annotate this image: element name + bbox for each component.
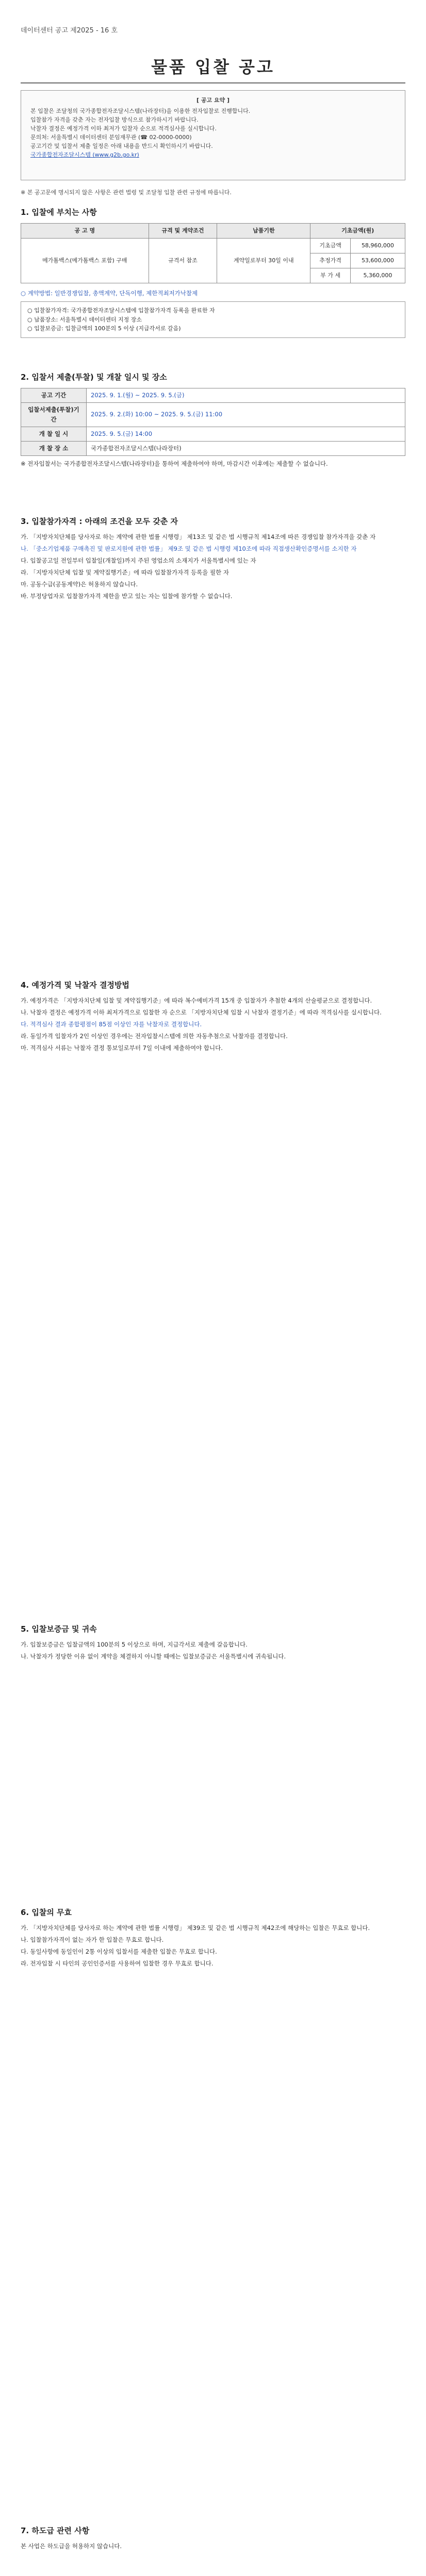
award-item: 가. 예정가격은 「지방자치단체 입찰 및 계약집행기준」에 따라 복수예비가격 15개 중 입찰자가 추첨한 4개의 산술평균으로 결정합니다. bbox=[21, 996, 372, 1004]
invalid-item: 라. 전자입찰 시 타인의 공인인증서를 사용하여 입찰한 경우 무효로 합니다. bbox=[21, 1959, 214, 1967]
section-qualifications bbox=[21, 515, 405, 603]
contract-method: ○ 계약방법: 일반경쟁입찰, 총액계약, 단독이행, 제한적최저가낙찰제 bbox=[21, 290, 198, 297]
summary-heading: [ 공고 요약 ] bbox=[196, 97, 230, 104]
section-heading: 3. 입찰참가자격 : 아래의 조건을 모두 갖춘 자 bbox=[21, 517, 178, 526]
schedule-key: 개 찰 일 시 bbox=[21, 427, 87, 441]
section-heading: 6. 입찰의 무효 bbox=[21, 1908, 72, 1917]
invalid-item: 나. 입찰참가자격이 없는 자가 한 입찰은 무효로 합니다. bbox=[21, 1936, 164, 1943]
qualification-item: 마. 공동수급(공동계약)은 허용하지 않습니다. bbox=[21, 580, 138, 588]
section-schedule bbox=[21, 371, 405, 471]
amount-label: 추정가격 bbox=[310, 253, 351, 268]
schedule-value: 국가종합전자조달시스템(나라장터) bbox=[87, 441, 405, 455]
deposit-item: 나. 낙찰자가 정당한 이유 없이 계약을 체결하지 아니할 때에는 입찰보증금은 서울특별시에 귀속됩니다. bbox=[21, 1652, 286, 1660]
table-header: 기초금액(원) bbox=[310, 223, 405, 238]
amount-label: 부 가 세 bbox=[310, 268, 351, 283]
section-heading: 7. 하도급 관련 사항 bbox=[21, 2526, 90, 2535]
award-item: 다. 적격심사 결과 종합평점이 85점 이상인 자를 낙찰자로 결정합니다. bbox=[21, 1020, 202, 1028]
schedule-note: ※ 전자입찰서는 국가종합전자조달시스템(나라장터)을 통하여 제출하여야 하며, 마감시간 이후에는 제출할 수 없습니다. bbox=[21, 460, 328, 467]
schedule-key: 입찰서제출(투찰)기간 bbox=[21, 402, 87, 427]
section-invalid-bids bbox=[21, 1906, 405, 1971]
summary-line: 입찰참가 자격을 갖춘 자는 전자입찰 방식으로 참가하시기 바랍니다. bbox=[30, 116, 199, 124]
page-title: 물품 입찰 공고 bbox=[151, 57, 275, 77]
qualification-item: 다. 입찰공고일 전일부터 입찰일(개찰일)까지 주된 영업소의 소재지가 서울특별시에 있는 자 bbox=[21, 556, 256, 564]
section-heading: 5. 입찰보증금 및 귀속 bbox=[21, 1624, 97, 1634]
deposit-item: 가. 입찰보증금은 입찰금액의 100분의 5 이상으로 하며, 지급각서로 제출에 갈음합니다. bbox=[21, 1640, 248, 1648]
title-divider bbox=[21, 82, 405, 83]
table-header: 납품기한 bbox=[217, 223, 310, 238]
amount-label: 기초금액 bbox=[310, 238, 351, 253]
schedule-table bbox=[21, 388, 405, 456]
summary-line: 공고기간 및 입찰서 제출 일정은 아래 내용을 반드시 확인하시기 바랍니다. bbox=[30, 143, 213, 150]
section-award-method bbox=[21, 979, 405, 1055]
item-name: 메가톰백스(메가톰백스 포함) 구매 bbox=[21, 238, 149, 283]
award-item: 라. 동일가격 입찰자가 2인 이상인 경우에는 전자입찰시스템에 의한 자동추첨으로 낙찰자를 결정합니다. bbox=[21, 1032, 288, 1040]
invalid-item: 가. 「지방자치단체를 당사자로 하는 계약에 관한 법률 시행령」 제39조 및 같은 법 시행규칙 제42조에 해당하는 입찰은 무효로 합니다. bbox=[21, 1924, 370, 1931]
qualification-item: 라. 「지방자치단체 입찰 및 계약집행기준」에 따라 입찰참가자격 등록을 필한 자 bbox=[21, 568, 229, 576]
subcontract-text: 본 사업은 하도급을 허용하지 않습니다. bbox=[21, 2542, 122, 2550]
table-header: 공 고 명 bbox=[21, 223, 149, 238]
section-heading: 2. 입찰서 제출(투찰) 및 개찰 일시 및 장소 bbox=[21, 372, 167, 382]
bid-items-table bbox=[21, 223, 405, 284]
section-deposit bbox=[21, 1623, 405, 1664]
section-heading: 4. 예정가격 및 낙찰자 결정방법 bbox=[21, 980, 129, 990]
amount-value: 58,960,000 bbox=[350, 238, 405, 253]
summary-box bbox=[21, 90, 405, 180]
preface-note: ※ 본 공고문에 명시되지 않은 사항은 관련 법령 및 조달청 입찰 관련 규정에 따릅니다. bbox=[21, 189, 232, 196]
award-item: 마. 적격심사 서류는 낙찰자 결정 통보일로부터 7일 이내에 제출하여야 합니다. bbox=[21, 1044, 223, 1052]
document-number: 데이터센터 공고 제2025 - 16 호 bbox=[21, 27, 118, 35]
qualification-item: 가. 「지방자치단체를 당사자로 하는 계약에 관한 법률 시행령」 제13조 및 같은 법 시행규칙 제14조에 따른 경쟁입찰 참가자격을 갖춘 자 bbox=[21, 533, 376, 540]
item-spec: 규격서 참조 bbox=[149, 238, 217, 283]
note-line: ○ 입찰보증금: 입찰금액의 100분의 5 이상 (지급각서로 갈음) bbox=[27, 325, 181, 332]
schedule-key: 개 찰 장 소 bbox=[21, 441, 87, 455]
item-deadline: 계약일로부터 30일 이내 bbox=[217, 238, 310, 283]
note-line: ○ 입찰참가자격: 국가종합전자조달시스템에 입찰참가자격 등록을 완료한 자 bbox=[27, 307, 215, 314]
section-heading: 1. 입찰에 부치는 사항 bbox=[21, 208, 97, 217]
section-subcontract bbox=[21, 2524, 405, 2553]
section-bid-items bbox=[21, 206, 405, 341]
summary-line: 낙찰자 결정은 예정가격 이하 최저가 입찰자 순으로 적격심사를 실시합니다. bbox=[30, 125, 217, 132]
schedule-value: 2025. 9. 1.(월) ~ 2025. 9. 5.(금) bbox=[87, 388, 405, 402]
schedule-value: 2025. 9. 2.(화) 10:00 ~ 2025. 9. 5.(금) 11:00 bbox=[87, 402, 405, 427]
award-item: 나. 낙찰자 결정은 예정가격 이하 최저가격으로 입찰한 자 순으로 「지방자치단체 입찰 시 낙찰자 결정기준」에 따라 적격심사를 실시합니다. bbox=[21, 1008, 382, 1016]
summary-line: 문의처: 서울특별시 데이터센터 분임재무관 (☎ 02-0000-0000) bbox=[30, 134, 192, 141]
summary-line: 본 입찰은 조달청의 국가종합전자조달시스템(나라장터)을 이용한 전자입찰로 진행합니다. bbox=[30, 108, 251, 115]
schedule-value: 2025. 9. 5.(금) 14:00 bbox=[87, 427, 405, 441]
note-line: ○ 납품장소: 서울특별시 데이터센터 지정 장소 bbox=[27, 316, 142, 323]
invalid-item: 다. 동일사항에 동일인이 2통 이상의 입찰서를 제출한 입찰은 무효로 합니다. bbox=[21, 1947, 217, 1955]
schedule-key: 공고 기간 bbox=[21, 388, 87, 402]
bid-notes-box bbox=[21, 301, 405, 338]
qualification-item: 바. 부정당업자로 입찰참가자격 제한을 받고 있는 자는 입찰에 참가할 수 없습니다. bbox=[21, 592, 233, 600]
g2b-link[interactable]: 국가종합전자조달시스템 (www.g2b.go.kr) bbox=[30, 151, 139, 159]
qualification-item: 나. 「중소기업제품 구매촉진 및 판로지원에 관한 법률」 제9조 및 같은 법 시행령 제10조에 따라 직접생산확인증명서를 소지한 자 bbox=[21, 545, 357, 552]
amount-value: 53,600,000 bbox=[350, 253, 405, 268]
amount-value: 5,360,000 bbox=[350, 268, 405, 283]
table-header: 규격 및 계약조건 bbox=[149, 223, 217, 238]
